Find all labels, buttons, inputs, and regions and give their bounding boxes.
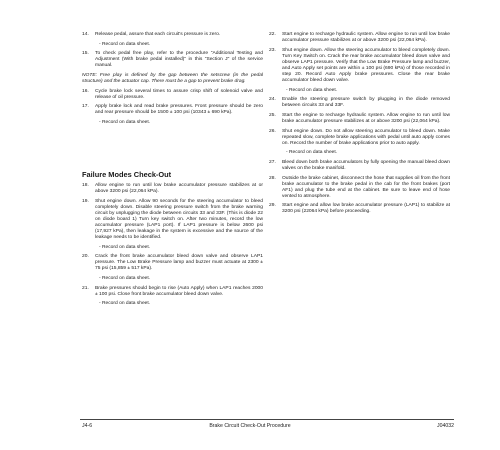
record-instruction: - Record on data sheet. (99, 301, 151, 307)
step-number: 28. (269, 175, 276, 181)
footer-doc-code: J04032 (436, 423, 454, 429)
step-item (269, 48, 450, 84)
left-steps-before-note (82, 32, 263, 69)
free-play-note: NOTE: Free play is defined by the gap between the setscrew (in the pedal structure) and the actuator cap. There must be a gap to prevent brake drag. (82, 73, 263, 85)
step-number: 16. (82, 88, 89, 94)
step-item (269, 160, 450, 172)
record-instruction: - Record on data sheet. (99, 120, 151, 126)
step-text: Apply brake lock and read brake pressures. Front pressure should be zero and rear pressure should be 1500 ± 100 psi (10343 ± 690 kPa). (95, 104, 263, 116)
step-number: 21. (82, 285, 89, 291)
step-item (82, 89, 263, 101)
step-text: Start engine and allow low brake accumulator pressure (LAP1) to stabilize at 3200 psi (22064 kPa) before proceeding. (282, 203, 450, 215)
record-instruction: - Record on data sheet. (99, 41, 151, 47)
footer-rule (80, 419, 454, 420)
step-item (82, 286, 263, 298)
step-item (269, 113, 450, 125)
step-text: Crack the front brake accumulator bleed down valve and observe LAP1 pressure. The Low Brake Pressure lamp and buzzer must actuate at 2300 ± 75 psi (15,859 ± 517 kPa). (95, 254, 263, 272)
step-number: 19. (82, 198, 89, 204)
right-column (269, 32, 450, 219)
step-text: Cycle brake lock several times to assure crisp shift of solenoid valve and release of oil pressure. (95, 88, 263, 100)
step-number: 17. (82, 104, 89, 110)
step-text: Bleed down both brake accumulators by fully opening the manual bleed down valves on the brake manifold. (282, 159, 450, 171)
step-item (269, 176, 450, 200)
record-instruction: - Record on data sheet. (286, 150, 338, 156)
left-steps-after-note (82, 89, 263, 126)
step-text: Start engine to recharge hydraulic system. Allow engine to run until low brake accumulator pressure stabilizes at or above 3200 psi (22,064 kPa). (282, 32, 450, 44)
step-text: Shut engine down. Allow the steering accumulator to bleed completely down. Turn Key Switch on. Crack the rear brake accumulator bleed down valve and observe LAP1 pressure. Verify that the Low Brake Pressure lamp and buzzer, and Auto Apply set points are within ± 100 psi (690 kPa) of those recorded in step 20. Record Auto Apply brake pressures. Close the rear brake accumulator bleed down valve. (282, 47, 450, 83)
step-number: 14. (82, 32, 89, 37)
step-text: Enable the steering pressure switch by plugging in the diode removed between circuits 33 and 33F. (282, 97, 450, 109)
record-instruction: - Record on data sheet. (286, 87, 338, 93)
step-text: Release pedal, assure that each circuit's pressure is zero. (95, 32, 221, 37)
section-heading: Failure Modes Check-Out (82, 170, 172, 180)
record-instruction: - Record on data sheet. (99, 276, 151, 282)
step-number: 15. (82, 51, 89, 57)
step-text: Shut engine down. Do not allow steering accumulator to bleed down. Make repeated slow, complete brake applications with pedal until auto apply comes on. Record the number of brake applications prior to auto apply. (282, 128, 450, 146)
step-item (269, 203, 450, 215)
step-item (82, 51, 263, 69)
footer-title: Brake Circuit Check-Out Procedure (209, 423, 291, 429)
record-instruction: - Record on data sheet. (99, 244, 151, 250)
step-number: 27. (269, 159, 276, 165)
step-text: To check pedal free play, refer to the procedure "Additional Testing and Adjustment (With brake pedal installed)" in this "Section J" of the service manual. (95, 51, 263, 69)
step-number: 26. (269, 128, 276, 134)
step-text: Outside the brake cabinet, disconnect the hose that supplies oil from the front brake accumulator to the brake pedal in the cab for the front brakes (port AF1) and plug the tube end at the cabinet. Be sure to leave end of hose vented to atmosphere. (282, 175, 450, 199)
step-item (82, 254, 263, 272)
step-item (82, 32, 263, 38)
step-number: 20. (82, 254, 89, 260)
step-item (82, 199, 263, 241)
step-text: Start the engine to recharge hydraulic system. Allow engine to run until low brake accumulator pressure stabilizes at or above 3200 psi (22,064 kPa). (282, 112, 450, 124)
step-text: Brake pressures should begin to rise (Auto Apply) when LAP1 reaches 2000 ± 100 psi. Close front brake accumulator bleed down valve. (95, 285, 263, 297)
step-text: Allow engine to run until low brake accumulator pressure stabilizes at or above 3200 psi (22,064 kPa). (95, 183, 263, 195)
step-item (269, 32, 450, 44)
step-number: 23. (269, 47, 276, 53)
step-text: Shut engine down. Allow 90 seconds for the steering accumulator to bleed completely down. Disable steering pressure switch from the brake warning circuit by unplugging the diode between circuits 33 and 33F. (This is diode 22 on diode board 1) Turn key switch on. After two minutes, record the low accumulator pressure (LAP1 port). If LAP1 pressure is below 2600 psi (17,927 kPa), then leakage in the system is excessive and the source of the leakage needs to be identified. (95, 198, 263, 241)
step-item (269, 129, 450, 147)
step-item (82, 104, 263, 116)
footer-page-number: J4-6 (82, 423, 93, 429)
step-number: 18. (82, 183, 89, 189)
step-number: 22. (269, 32, 276, 37)
step-item (269, 97, 450, 109)
left-column (82, 32, 263, 311)
step-number: 25. (269, 112, 276, 118)
failure-modes-steps (82, 183, 263, 307)
step-number: 24. (269, 97, 276, 103)
step-item (82, 183, 263, 195)
right-steps (269, 32, 450, 216)
step-number: 29. (269, 203, 276, 209)
